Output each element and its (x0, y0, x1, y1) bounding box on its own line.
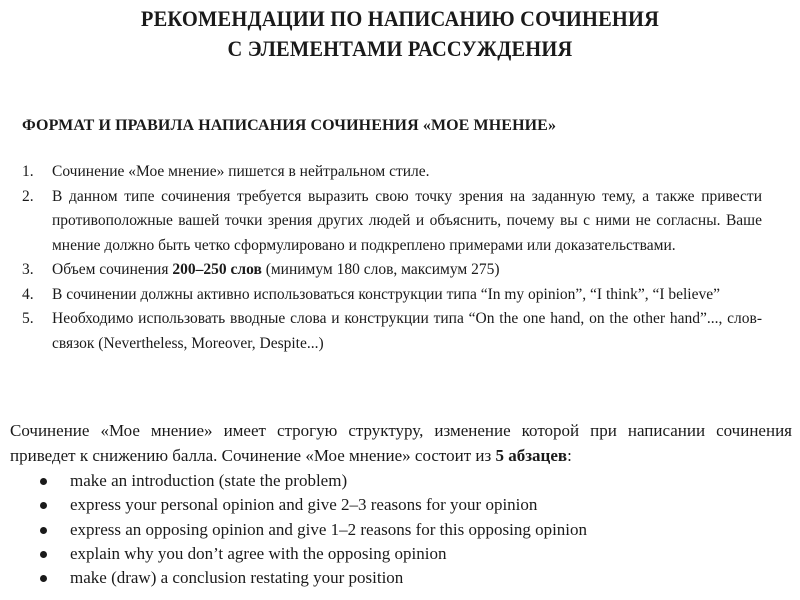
step-text: make an introduction (state the problem) (70, 471, 348, 490)
bullet-icon (40, 551, 47, 558)
page-title (28, 4, 772, 64)
structure-paragraph (10, 419, 792, 468)
bullet-icon (40, 478, 47, 485)
rule-number: 4. (22, 285, 34, 303)
structure-text-pre: Сочинение «Мое мнение» имеет строгую структуру, изменение которой при написании сочинения приведет к снижению балла. Сочинение «Мое мнение» состоит из (10, 421, 792, 465)
rules-list (22, 160, 762, 356)
structure-step (36, 493, 587, 517)
rule-item (22, 258, 762, 283)
rule-text-post: (минимум 180 слов, максимум 275) (261, 261, 500, 278)
structure-step (36, 518, 587, 542)
rule-text-pre: Объем сочинения (52, 261, 173, 278)
structure-step (36, 542, 587, 566)
rule-item (22, 283, 762, 308)
bullet-icon (40, 527, 47, 534)
paragraph-count-highlight: 5 абзацев (495, 445, 568, 465)
rule-number: 5. (22, 310, 34, 327)
structure-step (36, 566, 587, 590)
word-count-highlight: 200–250 слов (172, 261, 262, 278)
title-line-1: РЕКОМЕНДАЦИИ ПО НАПИСАНИЮ СОЧИНЕНИЯ (140, 6, 660, 31)
rule-number: 3. (22, 261, 34, 278)
rule-item (22, 160, 762, 185)
step-text: express your personal opinion and give 2–3 reasons for your opinion (70, 495, 538, 515)
structure-text-post: : (567, 445, 572, 465)
rule-item (22, 185, 762, 259)
rule-number: 2. (22, 187, 34, 205)
step-text: express an opposing opinion and give 1–2 reasons for this opposing opinion (70, 519, 588, 539)
rule-text: Сочинение «Мое мнение» пишется в нейтральном стиле. (52, 163, 430, 180)
title-line-2: С ЭЛЕМЕНТАМИ РАССУЖДЕНИЯ (227, 36, 573, 61)
structure-step (36, 469, 587, 493)
rule-text: В сочинении должны активно использоваться конструкции типа “In my opinion”, “I think”, “I believe” (52, 285, 720, 303)
rule-text: Необходимо использовать вводные слова и конструкции типа “On the one hand, on the other hand”..., слов-связок (Nevertheless, Moreover, Despite...) (52, 310, 762, 352)
rule-item (22, 307, 762, 356)
bullet-icon (40, 502, 47, 509)
rule-text: В данном типе сочинения требуется выразить свою точку зрения на заданную тему, а также привести противоположные вашей точки зрения других людей и объяснить, почему вы с ними не согласны. Ваше мнение должно быть четко сформулировано и подкреплено примерами или доказательствами. (52, 187, 762, 254)
section-heading: ФОРМАТ И ПРАВИЛА НАПИСАНИЯ СОЧИНЕНИЯ «МОЕ МНЕНИЕ» (22, 117, 557, 134)
structure-steps-list (36, 469, 587, 590)
rule-number: 1. (22, 163, 34, 180)
step-text: make (draw) a conclusion restating your position (70, 568, 404, 588)
step-text: explain why you don’t agree with the opposing opinion (70, 543, 447, 563)
bullet-icon (40, 575, 47, 582)
